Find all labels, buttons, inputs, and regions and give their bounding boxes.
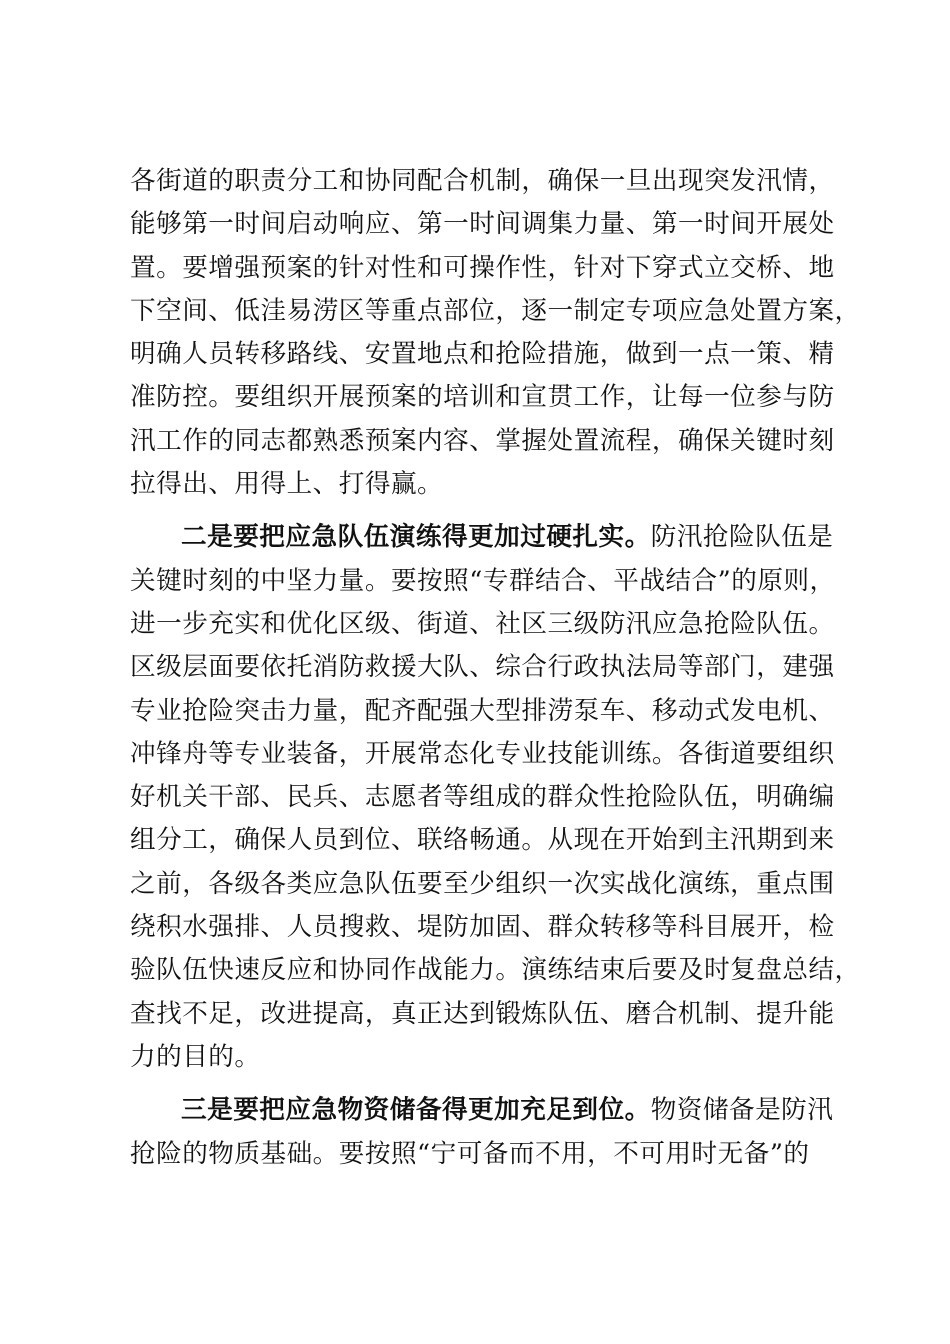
text-line: 准防控。要组织开展预案的培训和宣贯工作，让每一位参与防 [130, 382, 835, 413]
text-line: 拉得出、用得上、打得赢。 [130, 469, 444, 500]
paragraph-spacer [130, 506, 835, 516]
text-line: 置。要增强预案的针对性和可操作性，针对下穿式立交桥、地 [130, 252, 835, 283]
text-line: 之前，各级各类应急队伍要至少组织一次实战化演练，重点围 [130, 868, 835, 899]
text-line: 验队伍快速反应和协同作战能力。演练结束后要及时复盘总结， [130, 955, 861, 986]
paragraph-first-line [130, 1089, 835, 1132]
text-line: 好机关干部、民兵、志愿者等组成的群众性抢险队伍，明确编 [130, 782, 835, 813]
text-line: 下空间、低洼易涝区等重点部位，逐一制定专项应急处置方案， [130, 295, 861, 326]
text-line: 区级层面要依托消防救援大队、综合行政执法局等部门，建强 [130, 652, 835, 683]
text-line: 力的目的。 [130, 1041, 261, 1072]
text-line: 查找不足，改进提高，真正达到锻炼队伍、磨合机制、提升能 [130, 998, 835, 1029]
text-line: 专业抢险突击力量，配齐配强大型排涝泵车、移动式发电机、 [130, 695, 835, 726]
text-line: 关键时刻的中坚力量。要按照“专群结合、平战结合”的原则， [130, 565, 836, 596]
paragraph-first-line [130, 516, 835, 559]
text-line: 抢险的物质基础。要按照“宁可备而不用，不可用时无备”的 [130, 1138, 810, 1169]
paragraph-2 [130, 516, 861, 1079]
text-line: 汛工作的同志都熟悉预案内容、掌握处置流程，确保关键时刻 [130, 425, 835, 456]
text-line: 能够第一时间启动响应、第一时间调集力量、第一时间开展处 [130, 209, 835, 240]
paragraph-1 [130, 160, 861, 506]
text-line: 冲锋舟等专业装备，开展常态化专业技能训练。各街道要组织 [130, 738, 835, 769]
paragraph-heading: 三是要把应急物资储备得更加充足到位。 [181, 1095, 651, 1126]
text-line: 绕积水强排、人员搜救、堤防加固、群众转移等科目展开，检 [130, 912, 835, 943]
document-body [130, 160, 861, 1176]
paragraph-heading: 二是要把应急队伍演练得更加过硬扎实。 [181, 522, 651, 553]
text-line: 各街道的职责分工和协同配合机制，确保一旦出现突发汛情， [130, 166, 835, 196]
text-line: 进一步充实和优化区级、街道、社区三级防汛应急抢险队伍。 [130, 608, 835, 639]
paragraph-lead-text: 防汛抢险队伍是 [650, 522, 834, 553]
text-line: 明确人员转移路线、安置地点和抢险措施，做到一点一策、精 [130, 339, 835, 370]
paragraph-lead-text: 物资储备是防汛 [650, 1095, 834, 1126]
text-line: 组分工，确保人员到位、联络畅通。从现在开始到主汛期到来 [130, 825, 835, 856]
paragraph-spacer [130, 1079, 835, 1089]
paragraph-3 [130, 1089, 835, 1176]
